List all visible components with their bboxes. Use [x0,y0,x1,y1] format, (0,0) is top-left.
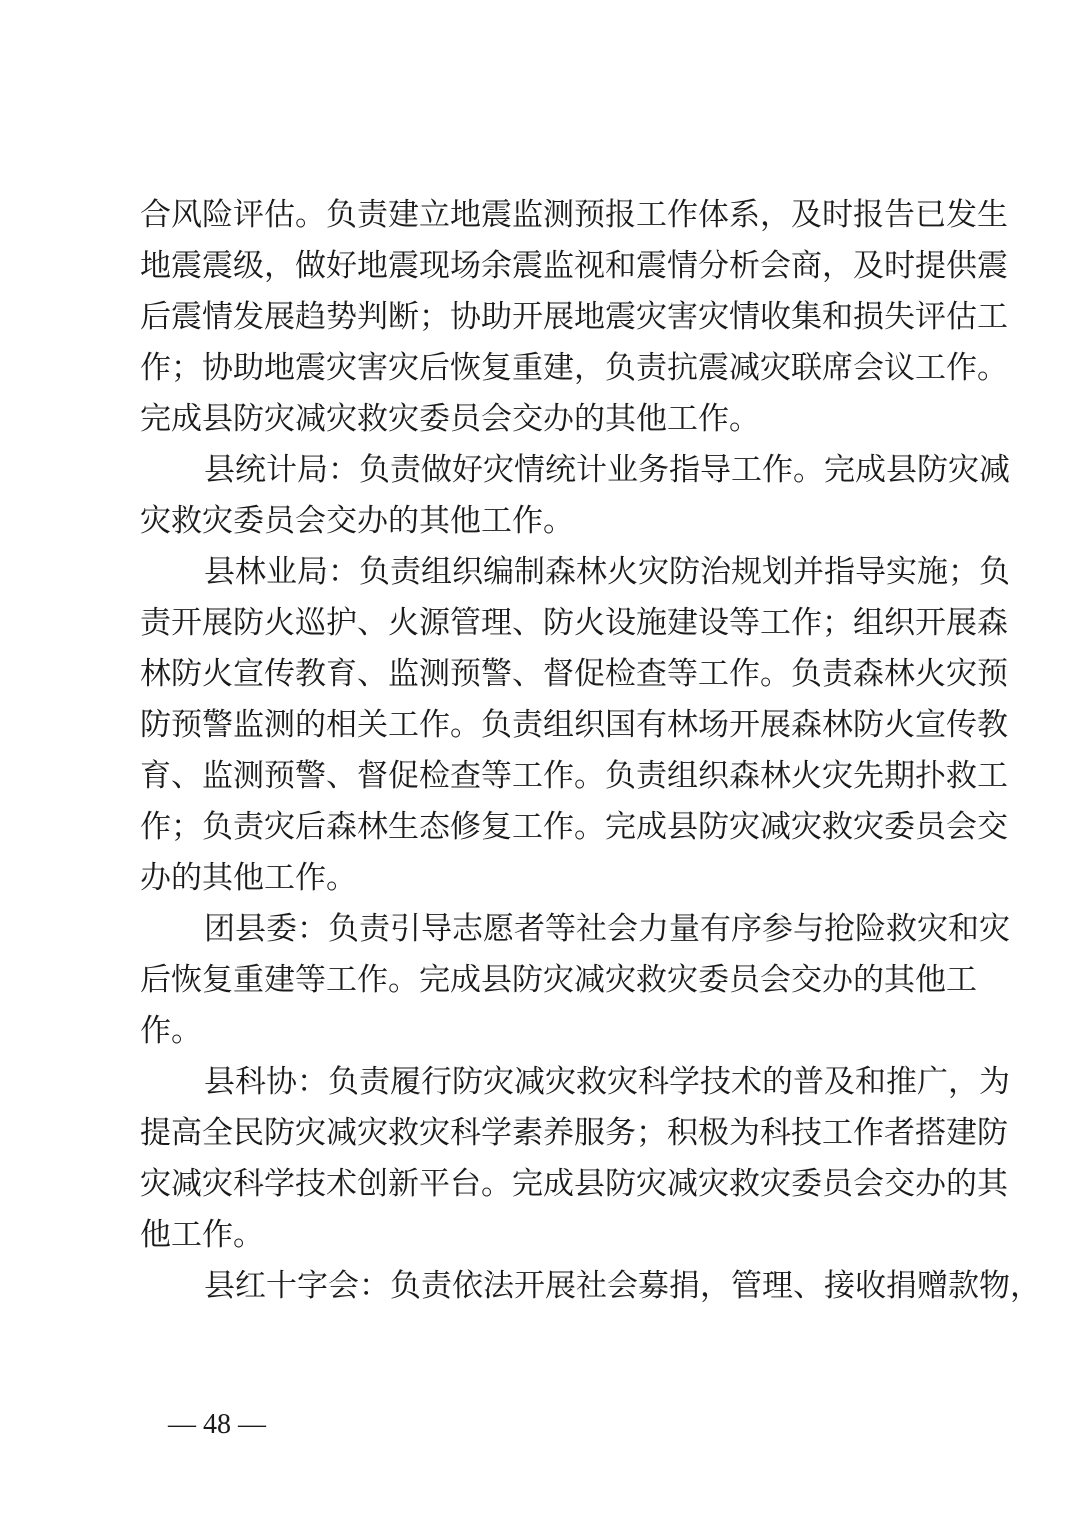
paragraph-red-cross: 县红十字会：负责依法开展社会募捐，管理、接收捐赠款物， [204,1268,1041,1304]
paragraph-youth-league: 团县委：负责引导志愿者等社会力量有序参与抢险救灾和灾 [204,911,1010,947]
text-line: 他工作。 [140,1217,264,1253]
text-line: 灾减灾科学技术创新平台。完成县防灾减灾救灾委员会交办的其 [140,1166,1008,1202]
text-line: 灾救灾委员会交办的其他工作。 [140,503,574,539]
body-text [140,190,1041,1312]
paragraph-county-statistics-bureau: 县统计局：负责做好灾情统计业务指导工作。完成县防灾减 [204,452,1010,488]
text-line: 防预警监测的相关工作。负责组织国有林场开展森林防火宣传教 [140,707,1008,743]
paragraph-county-forestry-bureau: 县林业局：负责组织编制森林火灾防治规划并指导实施；负 [204,554,1010,590]
text-line: 办的其他工作。 [140,860,357,896]
text-line: 后震情发展趋势判断；协助开展地震灾害灾情收集和损失评估工 [140,299,1008,335]
text-line: 提高全民防灾减灾救灾科学素养服务；积极为科技工作者搭建防 [140,1115,1008,1151]
page-number: — 48 — [168,1409,266,1440]
text-line: 后恢复重建等工作。完成县防灾减灾救灾委员会交办的其他工 [140,962,977,998]
text-line: 完成县防灾减灾救灾委员会交办的其他工作。 [140,401,760,437]
text-line: 合风险评估。负责建立地震监测预报工作体系，及时报告已发生 [140,197,1008,233]
text-line: 育、监测预警、督促检查等工作。负责组织森林火灾先期扑救工 [140,758,1008,794]
text-line: 作。 [140,1013,202,1049]
text-line: 地震震级，做好地震现场余震监视和震情分析会商，及时提供震 [140,248,1008,284]
text-line: 作；负责灾后森林生态修复工作。完成县防灾减灾救灾委员会交 [140,809,1008,845]
text-line: 责开展防火巡护、火源管理、防火设施建设等工作；组织开展森 [140,605,1008,641]
text-line: 林防火宣传教育、监测预警、督促检查等工作。负责森林火灾预 [140,656,1008,692]
paragraph-science-association: 县科协：负责履行防灾减灾救灾科学技术的普及和推广，为 [204,1064,1010,1100]
text-line: 作；协助地震灾害灾后恢复重建，负责抗震减灾联席会议工作。 [140,350,1008,386]
